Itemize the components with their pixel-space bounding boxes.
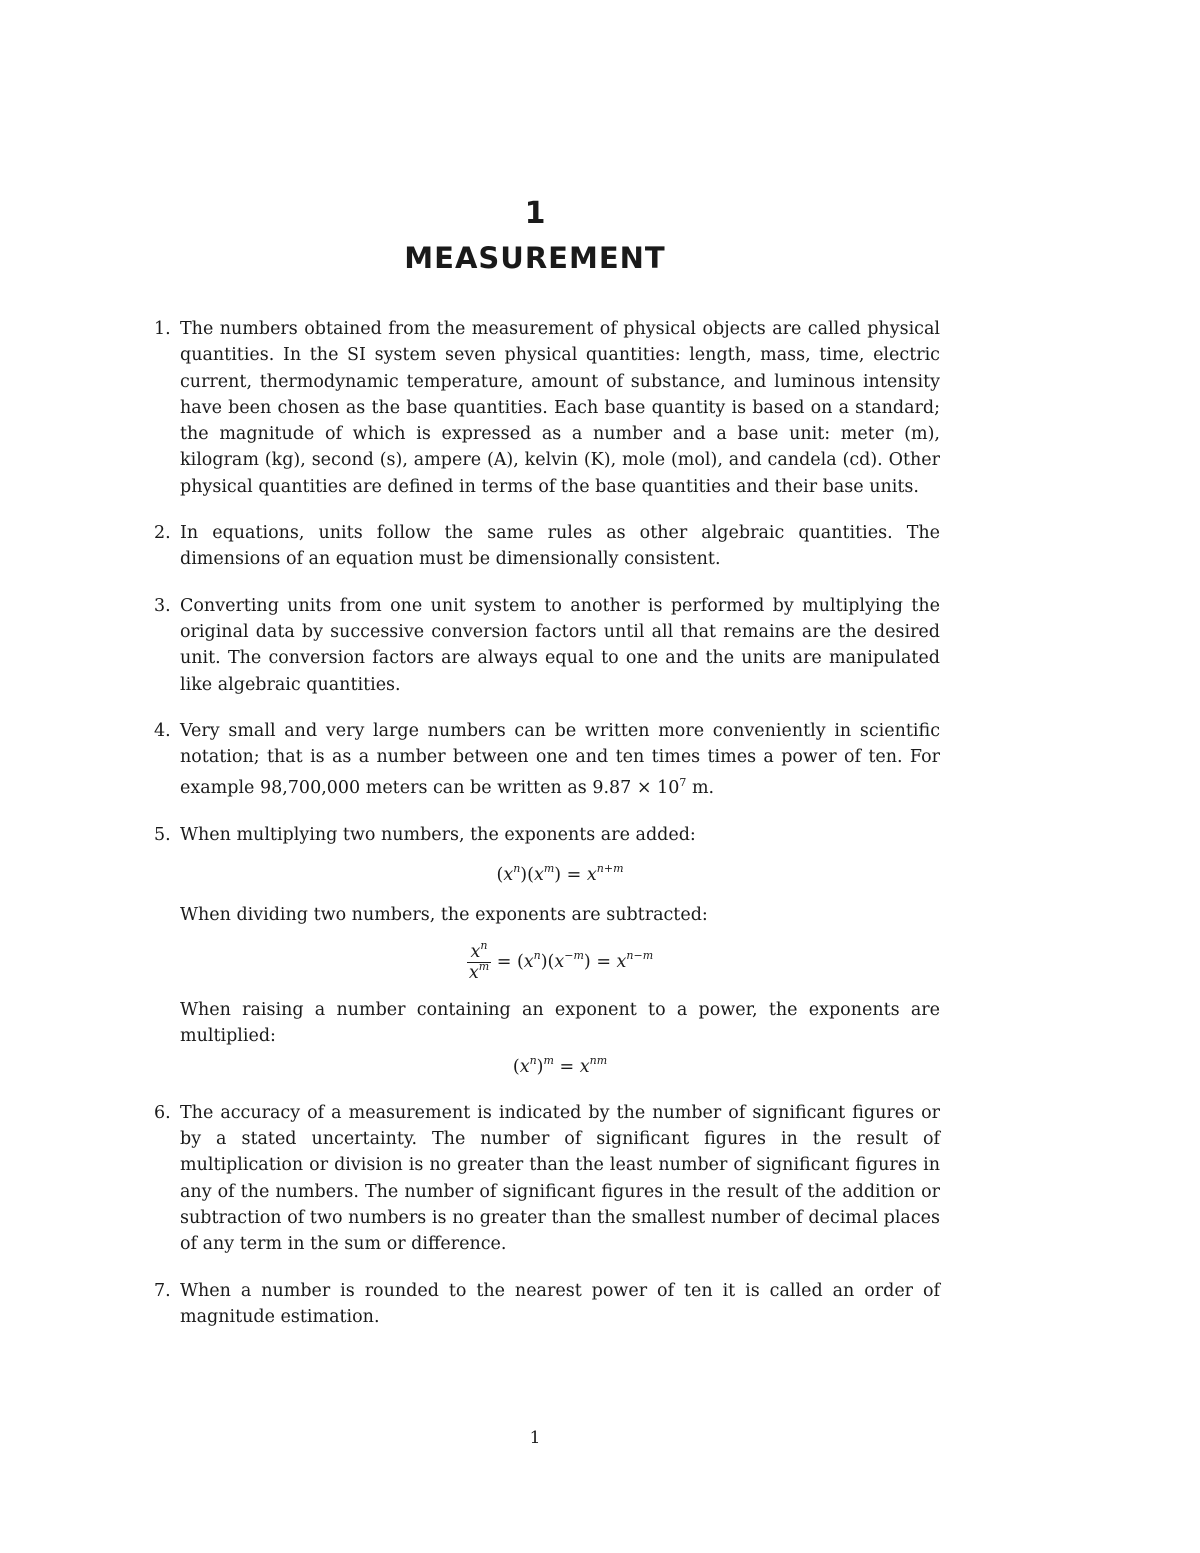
list-item <box>154 1278 940 1331</box>
item-number: 5. <box>154 824 171 845</box>
item-text: When dividing two numbers, the exponents are subtracted: <box>180 904 708 925</box>
item-text: When multiplying two numbers, the exponents are added: <box>180 824 696 845</box>
item-text: In equations, units follow the same rules as other algebraic quantities. The dimensions of an equation must be dimensionally consistent. <box>180 523 940 570</box>
page-number: 1 <box>529 1428 541 1448</box>
item-number: 4. <box>154 720 171 741</box>
item-text-body: Very small and very large numbers can be written more conveniently in scientific notation; that is as a number between one and ten times times a power of ten. For example 98,700,000 meters can be written as <box>180 720 940 799</box>
equation-divide: $\frac{x^n}{x^m}$ = $(x^n)(x^{-m}) = x^{n-m}$ <box>468 939 654 984</box>
list-item <box>154 822 940 1080</box>
list-item <box>154 316 940 500</box>
item-text <box>180 718 940 802</box>
item-number: 2. <box>154 523 171 544</box>
scientific-notation-example: $9.87 \times 10^7$ m. <box>592 776 715 799</box>
item-text: When a number is rounded to the nearest power of ten it is called an order of magnitude estimation. <box>180 1280 940 1327</box>
item-number: 1. <box>154 319 171 339</box>
item-text: When raising a number containing an exponent to a power, the exponents are multiplied: <box>180 1000 940 1047</box>
list-item <box>154 593 940 698</box>
equation-power: $(x^n)^m = x^{nm}$ <box>512 1053 608 1077</box>
item-text: Converting units from one unit system to another is performed by multiplying the original data by successive conversion factors until all that remains are the desired unit. The conversion factors are always equal to one and the units are manipulated like algebraic quantities. <box>180 595 940 695</box>
item-text: The accuracy of a measurement is indicated by the number of significant figures or by a stated uncertainty. The number of significant figures in the result of multiplication or division is no greater than the least number of significant figures in any of the numbers. The number of significant figures in the result of the addition or subtraction of two numbers is no greater than the smallest number of decimal places of any term in the sum or difference. <box>180 1102 940 1255</box>
list-item <box>154 1100 940 1258</box>
summary-list <box>154 316 940 1350</box>
item-number: 3. <box>154 595 171 616</box>
item-number: 6. <box>154 1102 171 1123</box>
item-text: The numbers obtained from the measurement of physical objects are called physical quantities. In the SI system seven physical quantities: length, mass, time, electric current, thermodynamic temperature, amount of substance, and luminous intensity have been chosen as the base quantities. Each base quantity is based on a standard; the magnitude of which is expressed as a number and a base unit: meter (m), kilogram (kg), second (s), ampere (A), kelvin (K), mole (mol), and candela (cd). Other physical quantities are defined in terms of the base quantities and their base units. <box>180 319 940 497</box>
chapter-number: 1 <box>524 196 546 231</box>
chapter-title: MEASUREMENT <box>404 241 666 275</box>
fraction: $\frac{x^n}{x^m}$ <box>468 939 490 984</box>
list-item <box>154 520 940 573</box>
item-number: 7. <box>154 1280 171 1301</box>
list-item <box>154 718 940 802</box>
equation-multiply: $(x^n)(x^m) = x^{n+m}$ <box>496 861 624 885</box>
